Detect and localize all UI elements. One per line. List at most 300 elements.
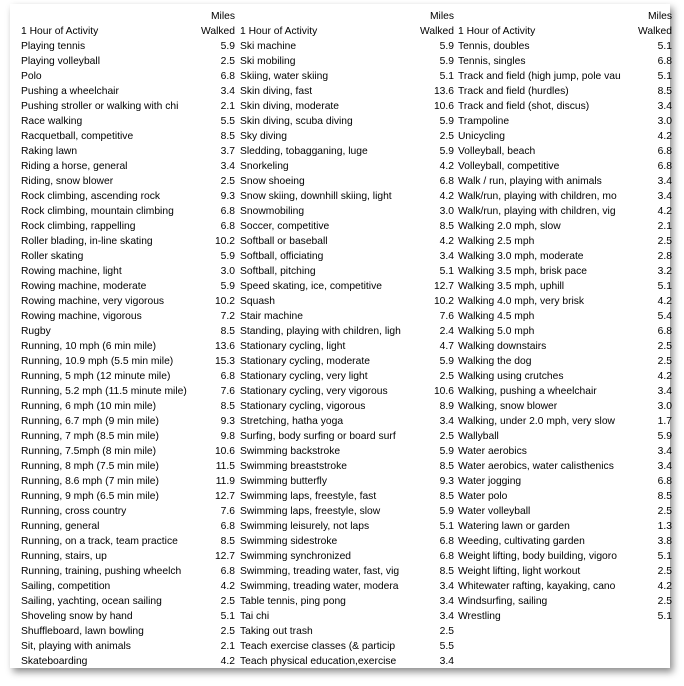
- activity-name: Speed skating, ice, competitive: [240, 281, 382, 292]
- table-row: [21, 279, 237, 294]
- table-row: [240, 39, 456, 54]
- activity-name: Swimming leisurely, not laps: [240, 521, 370, 532]
- miles-value: 8.5: [657, 86, 672, 97]
- activity-name: Table tennis, ping pong: [240, 596, 346, 607]
- miles-value: 5.9: [439, 146, 454, 157]
- miles-value: 6.8: [657, 476, 672, 487]
- table-row: [21, 549, 237, 564]
- table-row: [240, 294, 456, 309]
- miles-value: 10.2: [214, 296, 235, 307]
- miles-value: 3.4: [657, 101, 672, 112]
- table-row: [21, 159, 237, 174]
- table-row: [21, 144, 237, 159]
- miles-value: 3.4: [439, 581, 454, 592]
- activity-name: Stationary cycling, vigorous: [240, 401, 366, 412]
- miles-value: 6.8: [657, 146, 672, 157]
- table-row: [240, 654, 456, 669]
- activity-name: Roller blading, in-line skating: [21, 236, 153, 247]
- table-row: [458, 429, 674, 444]
- table-row: [240, 114, 456, 129]
- table-row: [458, 579, 674, 594]
- table-row: [21, 384, 237, 399]
- column-header-row: [240, 24, 456, 39]
- activity-name: Running, 5 mph (12 minute mile): [21, 371, 171, 382]
- table-row: [458, 129, 674, 144]
- miles-value: 9.3: [220, 416, 235, 427]
- table-row: [458, 354, 674, 369]
- miles-value: 7.2: [220, 311, 235, 322]
- miles-value: 3.8: [657, 536, 672, 547]
- table-row: [240, 84, 456, 99]
- miles-value: 5.9: [439, 56, 454, 67]
- miles-value: 6.8: [220, 521, 235, 532]
- activity-name: Standing, playing with children, ligh: [240, 326, 401, 337]
- table-row: [21, 444, 237, 459]
- table-row: [240, 339, 456, 354]
- table-row: [240, 384, 456, 399]
- activity-name: Sailing, competition: [21, 581, 111, 592]
- activity-name: Weight lifting, light workout: [458, 566, 581, 577]
- miles-value: 6.8: [657, 161, 672, 172]
- activity-name: Water polo: [458, 491, 508, 502]
- miles-value: 5.1: [220, 611, 235, 622]
- table-row: [240, 534, 456, 549]
- table-row: [458, 309, 674, 324]
- activity-name: Running, 9 mph (6.5 min mile): [21, 491, 159, 502]
- table-row: [458, 519, 674, 534]
- miles-value: 2.5: [220, 596, 235, 607]
- activity-name: Rowing machine, light: [21, 266, 122, 277]
- activity-name: Ski mobiling: [240, 56, 296, 67]
- activity-name: Running, 8.6 mph (7 min mile): [21, 476, 159, 487]
- activity-column-3: [458, 9, 674, 624]
- miles-value: 10.6: [433, 101, 454, 112]
- activity-name: Snorkeling: [240, 161, 289, 172]
- table-row: [458, 204, 674, 219]
- table-row: [240, 354, 456, 369]
- miles-value: 3.4: [657, 446, 672, 457]
- table-row: [240, 204, 456, 219]
- activity-name: Swimming backstroke: [240, 446, 341, 457]
- activity-name: Sledding, tobagganing, luge: [240, 146, 368, 157]
- table-row: [240, 639, 456, 654]
- activity-name: Windsurfing, sailing: [458, 596, 548, 607]
- table-row: [240, 219, 456, 234]
- activity-name: Skateboarding: [21, 656, 88, 667]
- table-row: [458, 174, 674, 189]
- miles-value: 12.7: [214, 491, 235, 502]
- miles-value: 3.4: [657, 176, 672, 187]
- activity-name: Taking out trash: [240, 626, 313, 637]
- activity-name: Tai chi: [240, 611, 270, 622]
- miles-value: 6.8: [220, 371, 235, 382]
- miles-value: 11.5: [215, 461, 235, 472]
- miles-value: 3.4: [657, 461, 672, 472]
- table-row: [240, 504, 456, 519]
- table-row: [21, 189, 237, 204]
- table-row: [458, 399, 674, 414]
- table-row: [240, 624, 456, 639]
- miles-value: 10.6: [214, 446, 235, 457]
- miles-value: 4.2: [657, 371, 672, 382]
- activity-name: Skin diving, scuba diving: [240, 116, 353, 127]
- table-row: [240, 609, 456, 624]
- miles-value: 5.9: [439, 356, 454, 367]
- activity-name: Surfing, body surfing or board surf: [240, 431, 396, 442]
- activity-name: Walk/run, playing with children, mo: [458, 191, 617, 202]
- table-row: [458, 114, 674, 129]
- miles-value: 13.6: [214, 341, 235, 352]
- table-row: [458, 414, 674, 429]
- miles-value: 9.3: [220, 191, 235, 202]
- miles-value: 5.1: [657, 41, 672, 52]
- table-row: [458, 549, 674, 564]
- table-row: [240, 99, 456, 114]
- miles-value: 3.4: [439, 656, 454, 667]
- table-row: [21, 129, 237, 144]
- activity-name: Rowing machine, very vigorous: [21, 296, 165, 307]
- miles-value: 2.5: [439, 131, 454, 142]
- activity-name: Walking downstairs: [458, 341, 547, 352]
- table-row: [21, 474, 237, 489]
- column-header-row: [458, 24, 674, 39]
- table-row: [21, 174, 237, 189]
- table-row: [21, 264, 237, 279]
- miles-value: 5.9: [220, 251, 235, 262]
- table-row: [458, 324, 674, 339]
- miles-value: 6.8: [220, 206, 235, 217]
- table-row: [21, 84, 237, 99]
- table-row: [21, 234, 237, 249]
- miles-value: 5.1: [657, 71, 672, 82]
- table-row: [21, 219, 237, 234]
- miles-value: 5.1: [657, 551, 672, 562]
- activity-name: Wallyball: [458, 431, 499, 442]
- activity-name: Running, stairs, up: [21, 551, 107, 562]
- miles-value: 4.2: [439, 236, 454, 247]
- table-row: [458, 99, 674, 114]
- table-row: [21, 99, 237, 114]
- table-row: [458, 39, 674, 54]
- activity-name: Pushing a wheelchair: [21, 86, 119, 97]
- miles-value: 6.8: [439, 176, 454, 187]
- activity-name: Soccer, competitive: [240, 221, 330, 232]
- miles-value: 2.5: [220, 176, 235, 187]
- table-row: [21, 624, 237, 639]
- walked-header: Walked: [201, 26, 235, 37]
- activity-name: Softball, officiating: [240, 251, 324, 262]
- miles-value: 5.9: [439, 116, 454, 127]
- miles-value: 3.4: [439, 596, 454, 607]
- activity-column-1: [21, 9, 237, 669]
- activity-name: Sailing, yachting, ocean sailing: [21, 596, 162, 607]
- table-row: [458, 384, 674, 399]
- miles-value: 3.0: [657, 116, 672, 127]
- activity-name: Stationary cycling, very light: [240, 371, 368, 382]
- activity-name: Sit, playing with animals: [21, 641, 131, 652]
- miles-value: 6.8: [220, 566, 235, 577]
- miles-value: 2.4: [439, 326, 454, 337]
- miles-value: 6.8: [657, 326, 672, 337]
- table-row: [240, 459, 456, 474]
- activity-name: Wrestling: [458, 611, 501, 622]
- table-row: [240, 414, 456, 429]
- activity-name: Volleyball, competitive: [458, 161, 560, 172]
- miles-value: 3.4: [439, 611, 454, 622]
- table-row: [458, 189, 674, 204]
- miles-value: 7.6: [439, 311, 454, 322]
- table-row: [458, 294, 674, 309]
- miles-value: 5.1: [657, 611, 672, 622]
- miles-header-row: [21, 9, 237, 24]
- table-row: [240, 369, 456, 384]
- table-row: [458, 144, 674, 159]
- activity-header: 1 Hour of Activity: [458, 26, 536, 37]
- miles-value: 2.5: [220, 626, 235, 637]
- table-row: [458, 159, 674, 174]
- miles-value: 8.5: [220, 326, 235, 337]
- miles-value: 2.1: [220, 641, 235, 652]
- activity-name: Walk/run, playing with children, vig: [458, 206, 616, 217]
- table-row: [21, 39, 237, 54]
- miles-value: 2.5: [657, 236, 672, 247]
- activity-name: Walking 4.5 mph: [458, 311, 535, 322]
- miles-header-row: [240, 9, 456, 24]
- table-row: [21, 459, 237, 474]
- miles-value: 8.5: [439, 221, 454, 232]
- miles-value: 5.1: [439, 71, 454, 82]
- table-row: [21, 324, 237, 339]
- miles-value: 5.9: [439, 41, 454, 52]
- table-row: [240, 69, 456, 84]
- miles-header: Miles: [429, 11, 454, 22]
- miles-value: 3.4: [220, 161, 235, 172]
- activity-name: Running, 10 mph (6 min mile): [21, 341, 157, 352]
- activity-name: Stationary cycling, moderate: [240, 356, 370, 367]
- activity-name: Snowmobiling: [240, 206, 305, 217]
- miles-value: 3.4: [439, 416, 454, 427]
- miles-value: 2.5: [657, 341, 672, 352]
- miles-value: 4.2: [220, 581, 235, 592]
- miles-value: 6.8: [220, 71, 235, 82]
- miles-value: 5.9: [439, 446, 454, 457]
- miles-value: 13.6: [433, 86, 454, 97]
- table-row: [458, 444, 674, 459]
- miles-value: 2.5: [657, 566, 672, 577]
- miles-value: 6.8: [439, 551, 454, 562]
- activity-name: Riding a horse, general: [21, 161, 128, 172]
- table-row: [458, 564, 674, 579]
- table-row: [458, 504, 674, 519]
- activity-name: Riding, snow blower: [21, 176, 114, 187]
- activity-name: Ski machine: [240, 41, 297, 52]
- activity-name: Weight lifting, body building, vigoro: [458, 551, 617, 562]
- miles-value: 2.5: [657, 596, 672, 607]
- table-row: [458, 339, 674, 354]
- activity-name: Unicycling: [458, 131, 505, 142]
- table-row: [240, 234, 456, 249]
- table-row: [458, 84, 674, 99]
- activity-name: Skin diving, fast: [240, 86, 313, 97]
- activity-name: Walking 3.5 mph, brisk pace: [458, 266, 587, 277]
- miles-value: 3.4: [220, 86, 235, 97]
- table-row: [21, 594, 237, 609]
- activity-name: Volleyball, beach: [458, 146, 536, 157]
- miles-value: 10.2: [214, 236, 235, 247]
- activity-name: Sky diving: [240, 131, 287, 142]
- activity-name: Running, 5.2 mph (11.5 minute mile): [21, 386, 187, 397]
- activity-name: Running, 8 mph (7.5 min mile): [21, 461, 159, 472]
- activity-name: Trampoline: [458, 116, 510, 127]
- activity-name: Shuffleboard, lawn bowling: [21, 626, 144, 637]
- activity-name: Watering lawn or garden: [458, 521, 570, 532]
- miles-value: 5.9: [220, 41, 235, 52]
- activity-name: Running, on a track, team practice: [21, 536, 178, 547]
- table-row: [458, 234, 674, 249]
- table-row: [458, 474, 674, 489]
- activity-name: Running, 6.7 mph (9 min mile): [21, 416, 159, 427]
- miles-value: 9.8: [220, 431, 235, 442]
- activity-name: Swimming, treading water, fast, vig: [240, 566, 400, 577]
- miles-value: 2.5: [220, 56, 235, 67]
- activity-name: Running, 7.5mph (8 min mile): [21, 446, 157, 457]
- table-row: [240, 579, 456, 594]
- table-row: [240, 174, 456, 189]
- table-row: [21, 249, 237, 264]
- table-row: [240, 189, 456, 204]
- miles-value: 1.7: [657, 416, 672, 427]
- activity-name: Snow shoeing: [240, 176, 305, 187]
- miles-value: 3.7: [220, 146, 235, 157]
- table-row: [240, 159, 456, 174]
- miles-value: 8.9: [439, 401, 454, 412]
- activity-name: Rock climbing, mountain climbing: [21, 206, 174, 217]
- activity-name: Walking 3.5 mph, uphill: [458, 281, 565, 292]
- miles-value: 8.5: [657, 491, 672, 502]
- table-row: [21, 429, 237, 444]
- table-row: [21, 654, 237, 669]
- activity-name: Running, 10.9 mph (5.5 min mile): [21, 356, 174, 367]
- activity-name: Track and field (hurdles): [458, 86, 569, 97]
- activity-name: Stair machine: [240, 311, 303, 322]
- table-row: [21, 489, 237, 504]
- activity-name: Running, training, pushing wheelch: [21, 566, 182, 577]
- miles-value: 4.2: [657, 131, 672, 142]
- activity-name: Skiing, water skiing: [240, 71, 329, 82]
- activity-name: Shoveling snow by hand: [21, 611, 133, 622]
- miles-value: 10.6: [433, 386, 454, 397]
- miles-value: 12.7: [433, 281, 454, 292]
- miles-value: 3.4: [657, 191, 672, 202]
- activity-name: Track and field (high jump, pole vau: [458, 71, 621, 82]
- miles-value: 6.8: [657, 56, 672, 67]
- activity-name: Swimming laps, freestyle, slow: [240, 506, 381, 517]
- table-row: [240, 144, 456, 159]
- miles-value: 2.5: [657, 506, 672, 517]
- table-row: [240, 549, 456, 564]
- activity-header: 1 Hour of Activity: [240, 26, 318, 37]
- miles-value: 4.2: [657, 296, 672, 307]
- miles-value: 2.1: [657, 221, 672, 232]
- activity-name: Snow skiing, downhill skiing, light: [240, 191, 392, 202]
- miles-value: 5.4: [657, 311, 672, 322]
- miles-value: 2.5: [439, 626, 454, 637]
- activity-name: Rugby: [21, 326, 51, 337]
- miles-value: 7.6: [220, 386, 235, 397]
- table-row: [240, 519, 456, 534]
- activity-name: Skin diving, moderate: [240, 101, 340, 112]
- table-row: [21, 369, 237, 384]
- miles-value: 3.2: [657, 266, 672, 277]
- activity-name: Teach exercise classes (& particip: [240, 641, 396, 652]
- miles-value: 8.5: [220, 536, 235, 547]
- miles-value: 8.5: [220, 401, 235, 412]
- activity-header: 1 Hour of Activity: [21, 26, 99, 37]
- activity-name: Track and field (shot, discus): [458, 101, 590, 112]
- table-row: [21, 204, 237, 219]
- activity-name: Stationary cycling, light: [240, 341, 346, 352]
- activity-name: Water jogging: [458, 476, 522, 487]
- activity-name: Walking 3.0 mph, moderate: [458, 251, 584, 262]
- activity-name: Pushing stroller or walking with chi: [21, 101, 179, 112]
- table-row: [458, 279, 674, 294]
- table-row: [240, 444, 456, 459]
- miles-value: 4.2: [657, 206, 672, 217]
- table-row: [21, 639, 237, 654]
- table-row: [458, 264, 674, 279]
- activity-name: Running, 6 mph (10 min mile): [21, 401, 157, 412]
- activity-name: Teach physical education,exercise: [240, 656, 397, 667]
- activity-name: Walking, snow blower: [458, 401, 558, 412]
- table-row: [21, 579, 237, 594]
- activity-name: Walking, under 2.0 mph, very slow: [458, 416, 615, 427]
- activity-name: Tennis, doubles: [458, 41, 530, 52]
- activity-name: Swimming synchronized: [240, 551, 352, 562]
- table-row: [21, 339, 237, 354]
- activity-name: Polo: [21, 71, 42, 82]
- table-row: [240, 264, 456, 279]
- activity-name: Swimming laps, freestyle, fast: [240, 491, 377, 502]
- activity-name: Racquetball, competitive: [21, 131, 134, 142]
- table-row: [458, 489, 674, 504]
- miles-value: 4.2: [439, 161, 454, 172]
- miles-value: 2.5: [439, 431, 454, 442]
- table-row: [458, 249, 674, 264]
- miles-value: 10.2: [433, 296, 454, 307]
- table-row: [21, 294, 237, 309]
- miles-header: Miles: [210, 11, 235, 22]
- table-row: [240, 249, 456, 264]
- activity-name: Water aerobics, water calisthenics: [458, 461, 614, 472]
- table-row: [240, 564, 456, 579]
- activity-name: Raking lawn: [21, 146, 78, 157]
- table-row: [458, 54, 674, 69]
- table-row: [21, 354, 237, 369]
- walked-header: Walked: [420, 26, 454, 37]
- miles-value: 3.4: [657, 386, 672, 397]
- activity-name: Walk / run, playing with animals: [458, 176, 602, 187]
- activity-column-2: [240, 9, 456, 669]
- table-row: [240, 399, 456, 414]
- miles-value: 2.5: [439, 371, 454, 382]
- table-row: [240, 474, 456, 489]
- table-row: [458, 609, 674, 624]
- miles-value: 4.2: [657, 581, 672, 592]
- table-row: [240, 594, 456, 609]
- table-row: [21, 69, 237, 84]
- miles-value: 1.3: [657, 521, 672, 532]
- activity-name: Tennis, singles: [458, 56, 526, 67]
